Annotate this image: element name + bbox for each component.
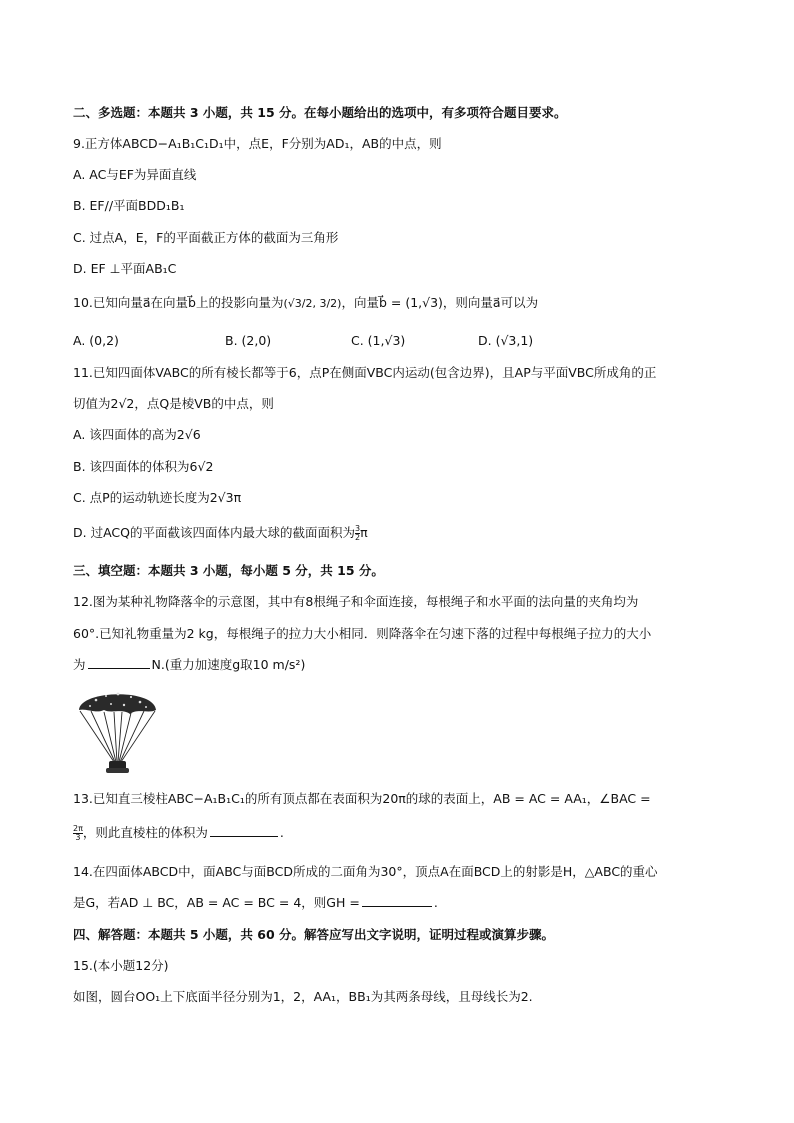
section-2-heading: 二、多选题：本题共 3 小题，共 15 分。在每小题给出的选项中，有多项符合题目要求。	[73, 105, 567, 120]
answer-blank[interactable]	[362, 894, 432, 907]
question-14-line2-text: 是G，若AD ⊥ BC，AB = AC = BC = 4，则GH =	[73, 895, 360, 910]
question-11-option-b: B. 该四面体的体积为6√2	[73, 459, 214, 474]
answer-blank[interactable]	[88, 656, 150, 669]
question-9-option-c: C. 过点A，E，F的平面截正方体的截面为三角形	[73, 230, 339, 245]
question-10-option-d: D. (√3,1)	[478, 333, 534, 348]
fraction	[73, 825, 83, 842]
question-11-stem-line2: 切值为2√2，点Q是棱VB的中点，则	[73, 396, 274, 411]
question-14-line2	[73, 894, 438, 912]
question-12-line3-post: N.(重力加速度g取10 m/s²)	[151, 657, 306, 672]
question-9-option-b: B. EF//平面BDD₁B₁	[73, 198, 185, 213]
fraction-numerator: 3	[354, 524, 361, 533]
question-15-heading: 15.(本小题12分)	[73, 958, 169, 973]
question-11-option-d	[73, 524, 368, 542]
projection-vector: (√3/2, 3/2)	[283, 297, 342, 310]
section-3-heading: 三、填空题：本题共 3 小题，每小题 5 分，共 15 分。	[73, 563, 384, 578]
fraction-denominator: 2	[354, 533, 361, 542]
question-13-line1: 13.已知直三棱柱ABC−A₁B₁C₁的所有顶点都在表面积为20π的球的表面上，AB = AC = AA₁，∠BAC =	[73, 791, 651, 806]
question-9-option-a: A. AC与EF为异面直线	[73, 167, 197, 182]
question-10-stem	[73, 294, 538, 313]
question-12-line3	[73, 656, 305, 674]
section-4-heading: 四、解答题：本题共 5 小题，共 60 分。解答应写出文字说明，证明过程或演算步骤。	[73, 927, 555, 942]
question-11-option-c: C. 点P的运动轨迹长度为2√3π	[73, 490, 242, 505]
question-12-line1: 12.图为某种礼物降落伞的示意图，其中有8根绳子和伞面连接，每根绳子和水平面的法向量的夹角均为	[73, 594, 639, 609]
question-11-stem-line1: 11.已知四面体VABC的所有棱长都等于6，点P在侧面VBC内运动(包含边界)，且AP与平面VBC所成角的正	[73, 365, 657, 380]
question-12-line2: 60°.已知礼物重量为2 kg，每根绳子的拉力大小相同．则降落伞在匀速下落的过程中每根绳子拉力的大小	[73, 626, 652, 641]
question-10-option-c: C. (1,√3)	[351, 333, 406, 348]
question-9-stem: 9.正方体ABCD−A₁B₁C₁D₁中，点E，F分别为AD₁，AB的中点，则	[73, 136, 442, 151]
question-14-line2-end: .	[433, 895, 438, 910]
parachute-illustration	[76, 684, 160, 776]
question-9-option-d: D. EF ⊥平面AB₁C	[73, 261, 177, 276]
question-12-line3-pre: 为	[73, 657, 86, 672]
question-11-option-d-text: D. 过ACQ的平面截该四面体内最大球的截面面积为	[73, 525, 355, 540]
fraction-tail: π	[360, 525, 368, 540]
question-10-option-a: A. (0,2)	[73, 333, 119, 348]
question-11-option-a: A. 该四面体的高为2√6	[73, 427, 201, 442]
answer-blank[interactable]	[210, 824, 278, 837]
question-13-line2	[73, 824, 284, 842]
question-10-option-b: B. (2,0)	[225, 333, 272, 348]
fraction-denominator: 3	[75, 833, 81, 842]
question-15-body: 如图，圆台OO₁上下底面半径分别为1，2，AA₁，BB₁为其两条母线，且母线长为2.	[73, 989, 533, 1004]
question-10-options	[0, 332, 794, 352]
question-13-line2-text: ，则此直棱柱的体积为	[82, 825, 208, 840]
fraction-numerator: 2π	[73, 824, 83, 833]
question-14-line1: 14.在四面体ABCD中，面ABC与面BCD所成的二面角为30°，顶点A在面BCD上的射影是H，△ABC的重心	[73, 864, 658, 879]
question-13-line2-end: .	[279, 825, 284, 840]
question-10-stem-post: ，向量b⃗ = (1,√3)，则向量a⃗可以为	[341, 295, 539, 310]
question-10-stem-pre: 10.已知向量a⃗在向量b⃗上的投影向量为	[73, 295, 284, 310]
